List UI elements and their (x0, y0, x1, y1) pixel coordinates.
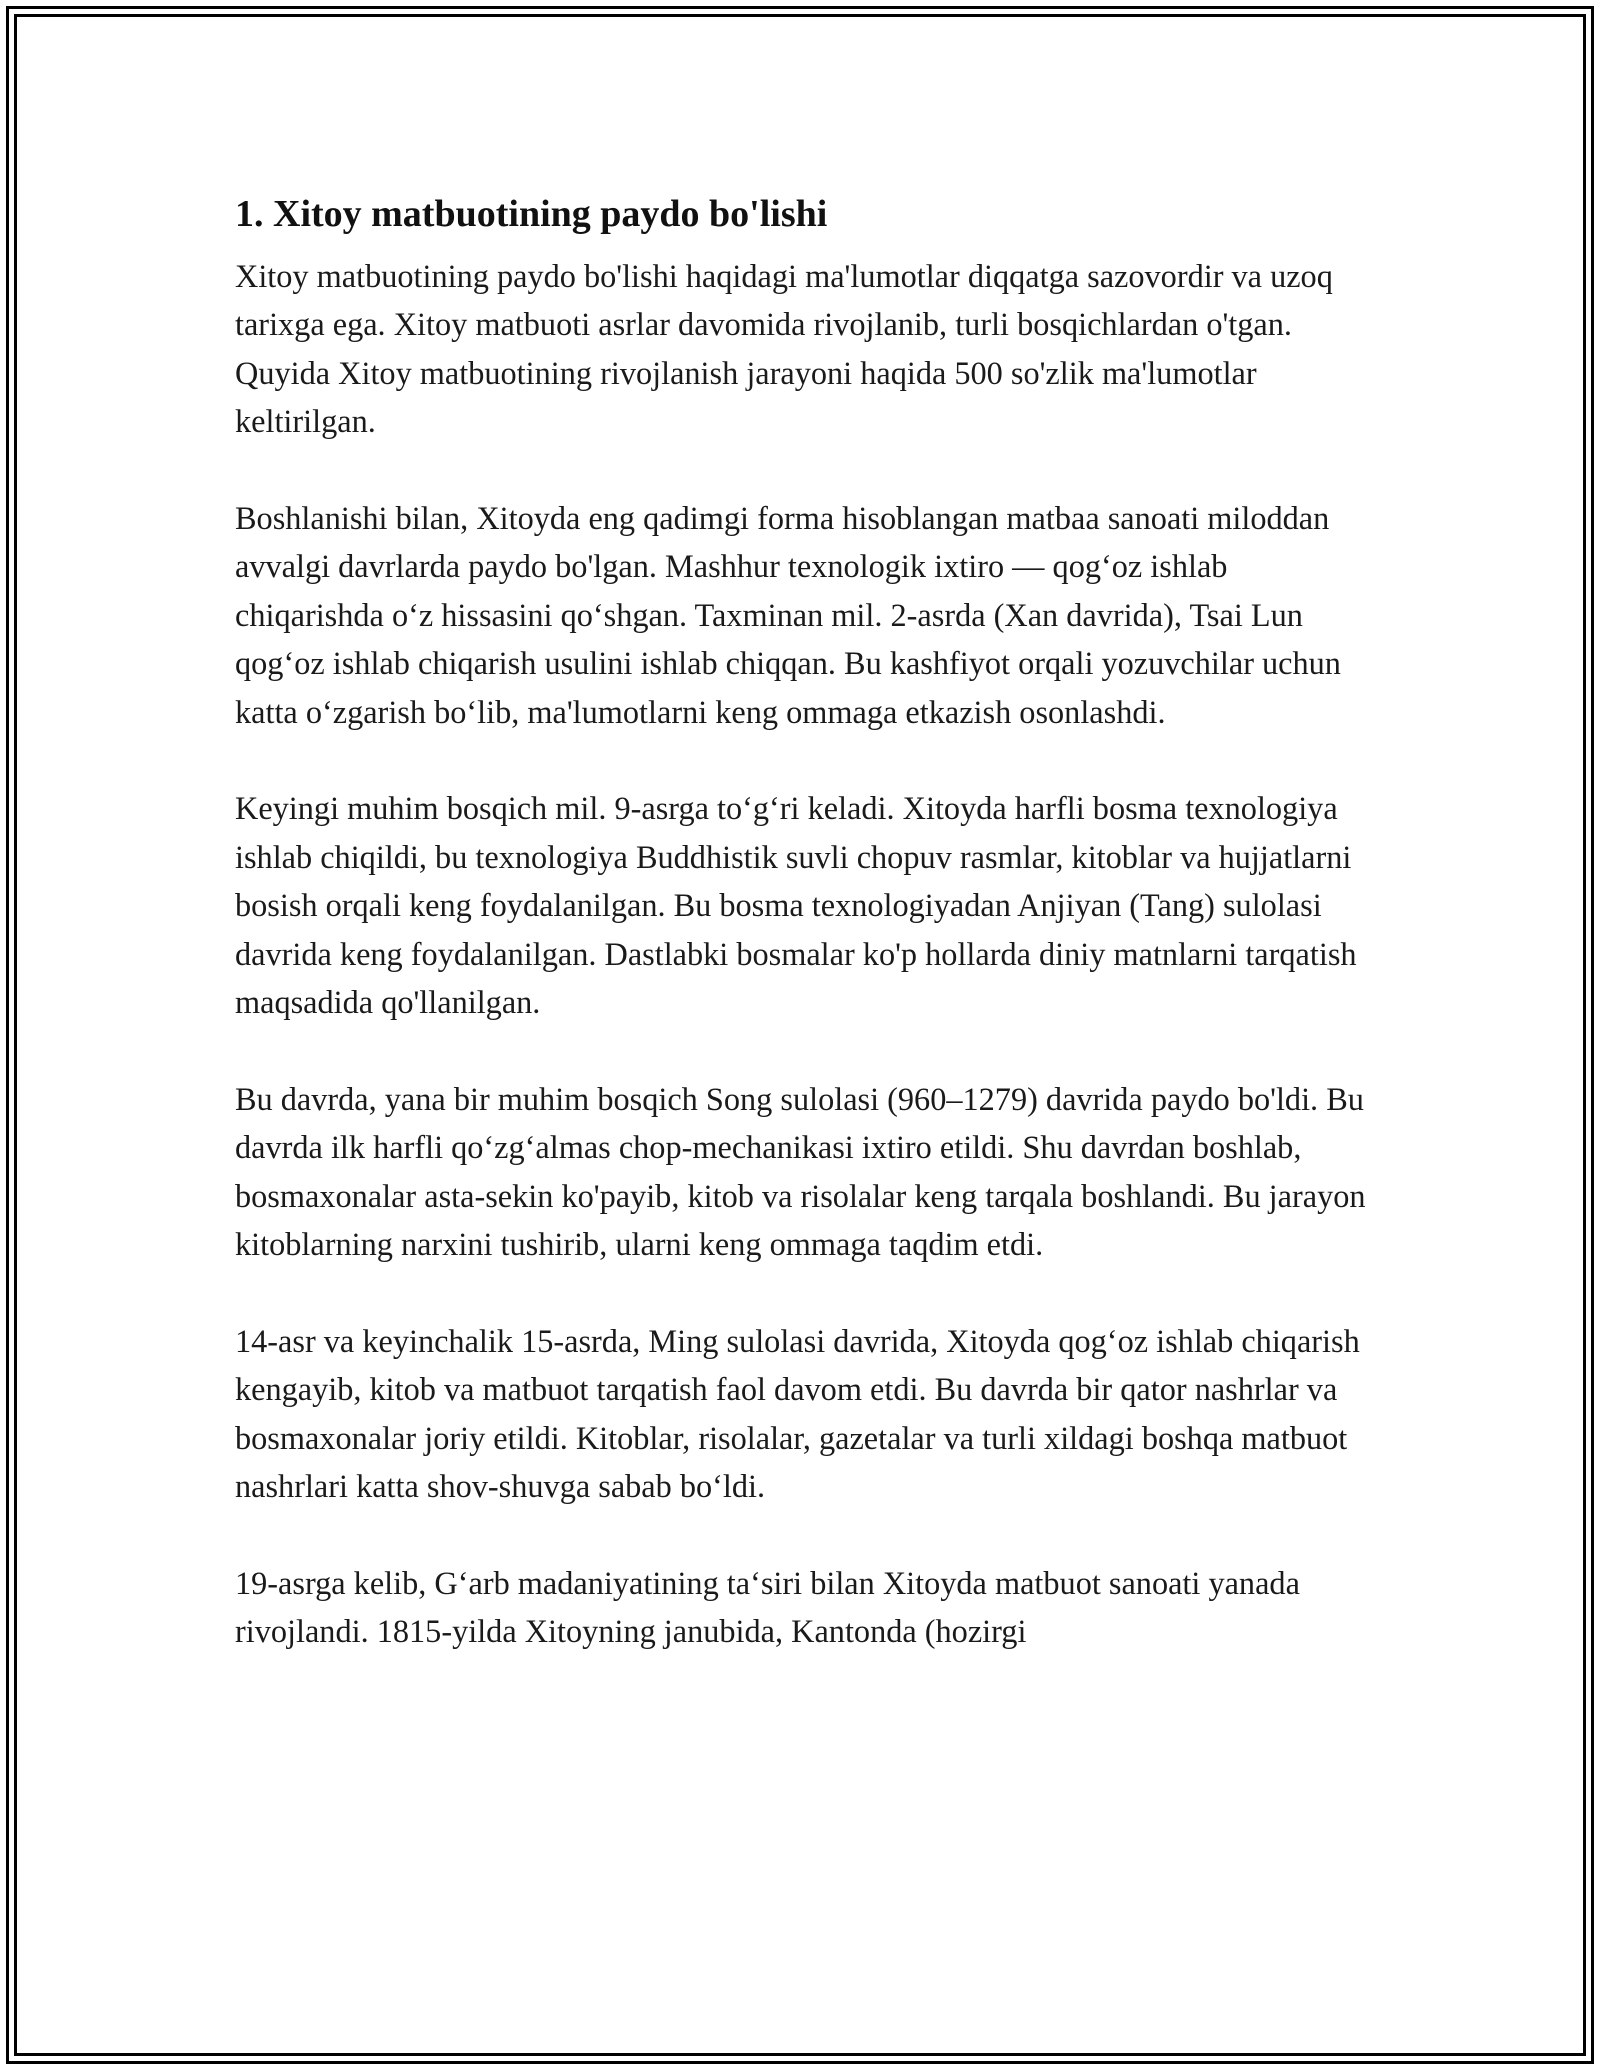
paragraph-19th-century: 19-asrga kelib, G‘arb madaniyatining ta‘siri bilan Xitoyda matbuot sanoati yanada rivojlandi. 1815-yilda Xitoyning janubida, Kantonda (hozirgi (235, 1564, 1300, 1650)
paragraph-ming-dynasty: 14-asr va keyinchalik 15-asrda, Ming sulolasi davrida, Xitoyda qog‘oz ishlab chiqarish kengayib, kitob va matbuot tarqatish faol davom etdi. Bu davrda bir qator nashrlar va bosmaxonalar joriy etildi. Kitoblar, risolalar, gazetalar va turli xildagi boshqa matbuot nashrlari katta shov-shuvga sabab bo‘ldi. (235, 1322, 1360, 1505)
section-heading: 1. Xitoy matbuotining paydo bo'lishi (235, 193, 828, 235)
paragraph-woodblock-printing: Keyingi muhim bosqich mil. 9-asrga to‘g‘ri keladi. Xitoyda harfli bosma texnologiya ishlab chiqildi, bu texnologiya Buddhistik suvli chopuv rasmlar, kitoblar va hujjatlarni bosish orqali keng foydalanilgan. Bu bosma texnologiyadan Anjiyan (Tang) sulolasi davrida keng foydalanilgan. Dastlabki bosmalar ko'p hollarda diniy matnlarni tarqatish maqsadida qo'llanilgan. (235, 790, 1357, 1021)
document-body (235, 180, 1375, 1704)
paragraph-paper-invention: Boshlanishi bilan, Xitoyda eng qadimgi forma hisoblangan matbaa sanoati miloddan avvalgi davrlarda paydo bo'lgan. Mashhur texnologik ixtiro — qog‘oz ishlab chiqarishda o‘z hissasini qo‘shgan. Taxminan mil. 2-asrda (Xan davrida), Tsai Lun qog‘oz ishlab chiqarish usulini ishlab chiqqan. Bu kashfiyot orqali yozuvchilar uchun katta o‘zgarish bo‘lib, ma'lumotlarni keng ommaga etkazish osonlashdi. (235, 500, 1341, 730)
paragraph-song-dynasty: Bu davrda, yana bir muhim bosqich Song sulolasi (960–1279) davrida paydo bo'ldi. Bu davrda ilk harfli qo‘zg‘almas chop-mechanikasi ixtiro etildi. Shu davrdan boshlab, bosmaxonalar asta-sekin ko'payib, kitob va risolalar keng tarqala boshlandi. Bu jarayon kitoblarning narxini tushirib, ularni keng ommaga taqdim etdi. (235, 1080, 1366, 1263)
paragraph-intro: Xitoy matbuotining paydo bo'lishi haqidagi ma'lumotlar diqqatga sazovordir va uzoq tarixga ega. Xitoy matbuoti asrlar davomida rivojlanib, turli bosqichlardan o'tgan. Quyida Xitoy matbuotining rivojlanish jarayoni haqida 500 so'zlik ma'lumotlar keltirilgan. (235, 258, 1333, 440)
